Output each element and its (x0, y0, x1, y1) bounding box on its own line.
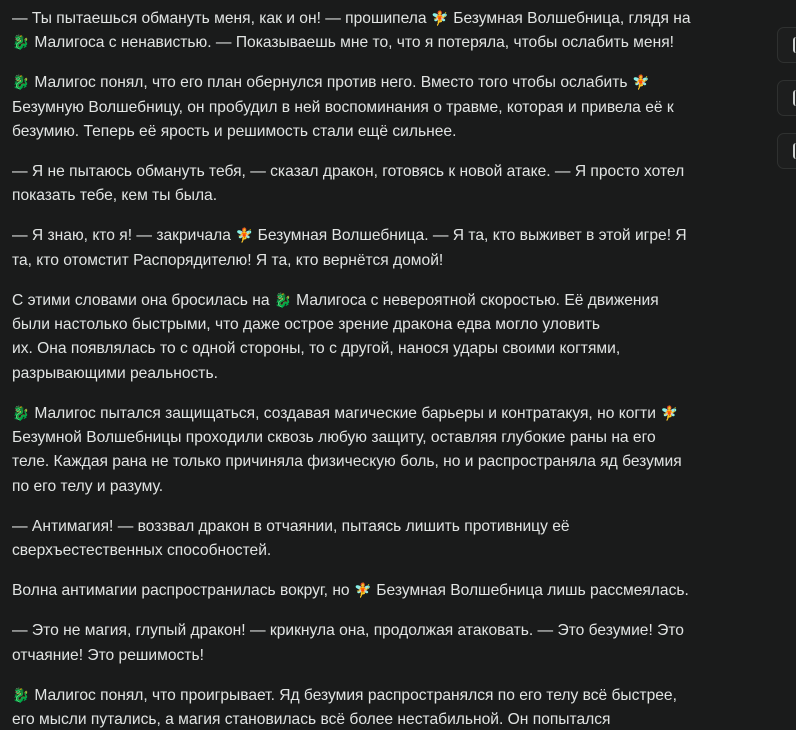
dragon-emoji-icon: 🐉 (12, 35, 30, 52)
paragraph-text: Безумную Волшебницу, он пробудил в ней воспоминания о травме, которая и привела её к безумию. Теперь её ярость и решимость стали ещё сильнее. (12, 98, 674, 140)
paragraph-text: Малигоса с невероятной скоростью. Её движения были настолько быстрыми, что даже острое зрение дракона едва могло уловить их. Она появлялась то с одной стороны, то с другой, нанося удары своими когтями, разрывающими реальность. (12, 291, 659, 382)
paragraph-text: С этими словами она бросилась на (12, 291, 274, 309)
story-paragraph (12, 289, 747, 386)
dragon-emoji-icon: 🐉 (274, 292, 292, 309)
fairy-emoji-icon: 🧚 (632, 75, 650, 92)
fairy-emoji-icon: 🧚 (660, 405, 678, 422)
paragraph-text: — Я знаю, кто я! — закричала (12, 227, 236, 245)
side-actions (777, 27, 796, 186)
story-paragraph (12, 684, 747, 730)
story-paragraph (12, 71, 747, 144)
dragon-emoji-icon: 🐉 (12, 687, 30, 704)
paragraph-text: Безумной Волшебницы проходили сквозь любую защиту, оставляя глубокие раны на его теле. Каждая рана не только причиняла физическую боль, но и распространяла яд безумия по его телу и разуму. (12, 429, 682, 495)
paragraph-text: Малигоса с ненавистью. — Показываешь мне то, что я потеряла, чтобы ослабить меня! (30, 34, 674, 52)
paragraph-text: — Это не магия, глупый дракон! — крикнула она, продолжая атаковать. — Это безумие! Это отчаяние! Это решимость! (12, 622, 684, 664)
paragraph-text: Малигос пытался защищаться, создавая магические барьеры и контратакуя, но когти (30, 404, 661, 422)
story-paragraph (12, 160, 747, 209)
side-action-button-1[interactable] (777, 27, 796, 63)
paragraph-text: Безумная Волшебница. — Я та, кто выживет в этой игре! Я та, кто отомстит Распорядителю! Я та, кто вернётся домой! (12, 227, 687, 269)
story-paragraph (12, 402, 747, 499)
paragraph-text: Волна антимагии распространилась вокруг, но (12, 582, 354, 600)
story-paragraph (12, 579, 747, 603)
paragraph-text: Безумная Волшебница, глядя на (453, 10, 691, 27)
story-paragraph (12, 7, 747, 56)
story-message (12, 0, 747, 730)
side-action-button-2[interactable] (777, 80, 796, 116)
paragraph-text: — Антимагия! — воззвал дракон в отчаянии, пытаясь лишить противницу её сверхъестественных способностей. (12, 517, 570, 560)
paragraph-text: — Я не пытаюсь обмануть тебя, — сказал дракон, готовясь к новой атаке. — Я просто хотел показать тебе, кем ты была. (12, 163, 685, 205)
paragraph-text: Малигос понял, что проигрывает. Яд безумия распространялся по его телу всё быстрее, его мысли путались, а магия становилась всё более нестабильной. Он попытался (12, 686, 677, 728)
side-action-button-3[interactable] (777, 133, 796, 169)
fairy-emoji-icon: 🧚 (354, 583, 372, 600)
paragraph-text: Безумная Волшебница лишь рассмеялась. (371, 582, 689, 600)
dragon-emoji-icon: 🐉 (12, 75, 30, 92)
fairy-emoji-icon: 🧚 (431, 11, 449, 27)
paragraph-text: Малигос понял, что его план обернулся против него. Вместо того чтобы ослабить (30, 74, 632, 92)
story-paragraph (12, 619, 747, 668)
paragraph-text: — Ты пытаешься обмануть меня, как и он! — прошипела (12, 10, 431, 27)
story-paragraph (12, 515, 747, 564)
dragon-emoji-icon: 🐉 (12, 405, 30, 422)
fairy-emoji-icon: 🧚 (235, 228, 253, 245)
story-paragraph (12, 224, 747, 273)
